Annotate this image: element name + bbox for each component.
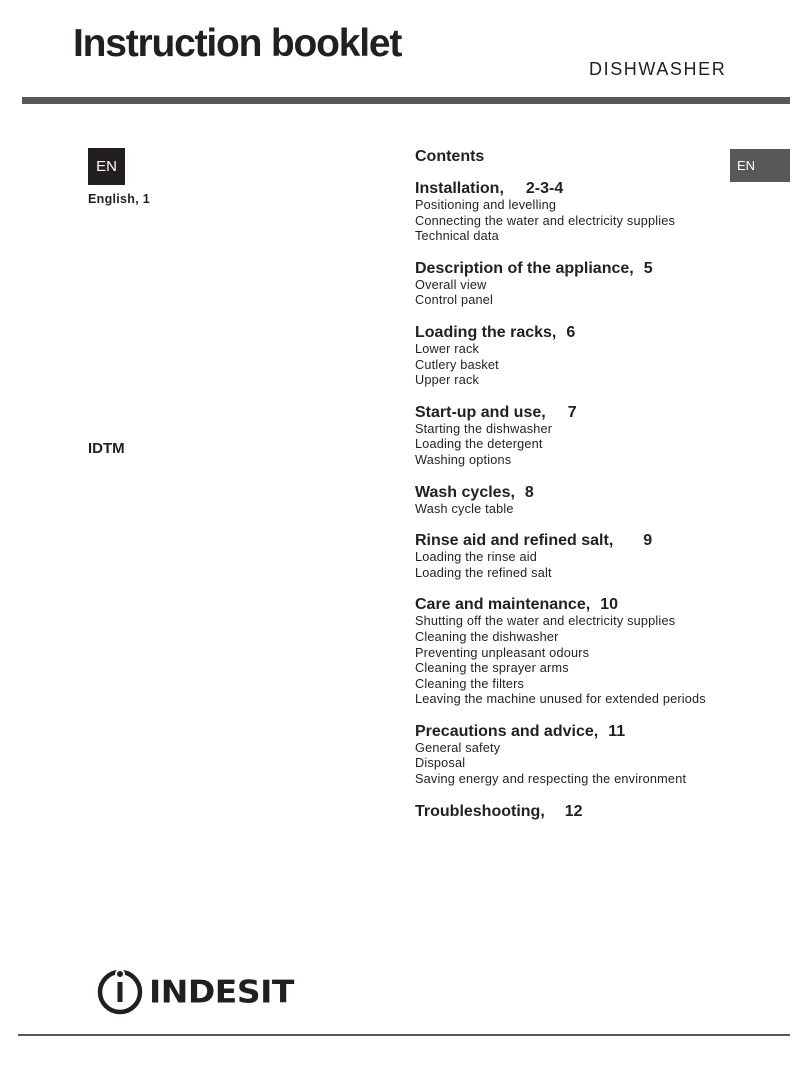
page-title: Instruction booklet	[73, 22, 402, 65]
toc-section	[415, 532, 745, 581]
product-type: DISHWASHER	[589, 59, 727, 79]
toc-subitem[interactable]: Loading the detergent	[415, 437, 543, 452]
toc-section-title[interactable]	[415, 723, 745, 741]
model-code: IDTM	[88, 440, 125, 457]
toc-section-label: Installation,	[415, 180, 504, 197]
toc-subitems	[415, 342, 745, 389]
toc-section-label: Troubleshooting,	[415, 802, 545, 820]
toc-section	[415, 180, 745, 245]
language-badge: EN	[88, 148, 125, 185]
toc-subitems	[415, 422, 745, 469]
toc-subitem[interactable]: Shutting off the water and electricity supplies	[415, 614, 676, 629]
toc-subitem[interactable]: Control panel	[415, 293, 494, 308]
toc-page-number: 8	[524, 483, 534, 501]
toc-subitems	[415, 550, 745, 581]
toc-section-title[interactable]	[415, 180, 745, 198]
toc-section	[415, 404, 745, 469]
toc-subitem[interactable]: Leaving the machine unused for extended periods	[415, 692, 706, 707]
toc-section	[415, 324, 745, 389]
toc-page-number: 2-3-4	[525, 180, 564, 197]
toc-section-label: Care and maintenance,	[415, 596, 591, 614]
footer-divider	[18, 1034, 790, 1036]
toc-section-title[interactable]	[415, 596, 745, 614]
toc-subitem[interactable]: Washing options	[415, 452, 512, 467]
toc-section-label: Start-up and use,	[415, 403, 546, 421]
toc-subitem[interactable]: Loading the rinse aid	[415, 550, 537, 565]
toc-page-number: 5	[643, 259, 653, 277]
toc-subitem[interactable]: Connecting the water and electricity supplies	[415, 213, 676, 228]
toc-sections	[415, 180, 745, 821]
contents-heading: Contents	[415, 148, 485, 165]
toc-section	[415, 803, 745, 821]
toc-section	[415, 596, 745, 708]
toc-page-number: 10	[600, 596, 618, 614]
toc-section-label: Wash cycles,	[415, 483, 515, 501]
toc-section-label: Precautions and advice,	[415, 722, 599, 740]
toc-subitem[interactable]: Starting the dishwasher	[415, 421, 553, 436]
toc-section	[415, 723, 745, 788]
toc-subitem[interactable]: Cleaning the dishwasher	[415, 629, 559, 644]
brand-logo	[97, 967, 294, 1015]
toc-subitem[interactable]: Wash cycle table	[415, 501, 514, 516]
toc-subitem[interactable]: Overall view	[415, 277, 487, 292]
toc-subitems	[415, 614, 745, 708]
toc-page-number: 9	[643, 532, 653, 550]
toc-page-number: 7	[567, 403, 577, 421]
table-of-contents	[415, 148, 745, 836]
toc-section-title[interactable]	[415, 484, 745, 502]
toc-section-label: Loading the racks,	[415, 323, 557, 341]
header-divider	[22, 97, 790, 104]
toc-subitem[interactable]: Cleaning the sprayer arms	[415, 661, 569, 676]
toc-subitem[interactable]: Cleaning the filters	[415, 676, 525, 691]
toc-subitem[interactable]: Preventing unpleasant odours	[415, 645, 590, 660]
toc-section	[415, 260, 745, 309]
toc-subitem[interactable]: Upper rack	[415, 373, 480, 388]
toc-section-title[interactable]	[415, 803, 745, 821]
toc-page-number: 6	[566, 323, 576, 341]
toc-subitems	[415, 502, 745, 518]
toc-subitems	[415, 198, 745, 245]
toc-page-number: 12	[564, 802, 583, 820]
toc-page-number: 11	[608, 722, 626, 740]
toc-section-title[interactable]	[415, 260, 745, 278]
language-link-english[interactable]: English, 1	[88, 192, 151, 206]
toc-subitem[interactable]: Disposal	[415, 756, 466, 771]
toc-subitem[interactable]: Lower rack	[415, 341, 480, 356]
toc-section-label: Description of the appliance,	[415, 259, 634, 277]
toc-section-title[interactable]	[415, 404, 745, 422]
toc-subitem[interactable]: Technical data	[415, 229, 499, 244]
toc-section-label: Rinse aid and refined salt,	[415, 532, 614, 550]
toc-subitems	[415, 741, 745, 788]
toc-subitems	[415, 278, 745, 309]
toc-subitem[interactable]: Cutlery basket	[415, 357, 499, 372]
toc-section-title[interactable]	[415, 324, 745, 342]
toc-subitem[interactable]: Positioning and levelling	[415, 198, 557, 212]
toc-subitem[interactable]: Loading the refined salt	[415, 565, 552, 580]
toc-section-title[interactable]	[415, 532, 745, 550]
brand-name: INDESIT	[149, 972, 294, 1010]
toc-section	[415, 484, 745, 518]
language-tab: EN	[730, 149, 790, 182]
toc-subitem[interactable]: General safety	[415, 740, 501, 755]
toc-subitem[interactable]: Saving energy and respecting the environment	[415, 772, 687, 787]
indesit-i-logo-icon	[97, 967, 143, 1015]
